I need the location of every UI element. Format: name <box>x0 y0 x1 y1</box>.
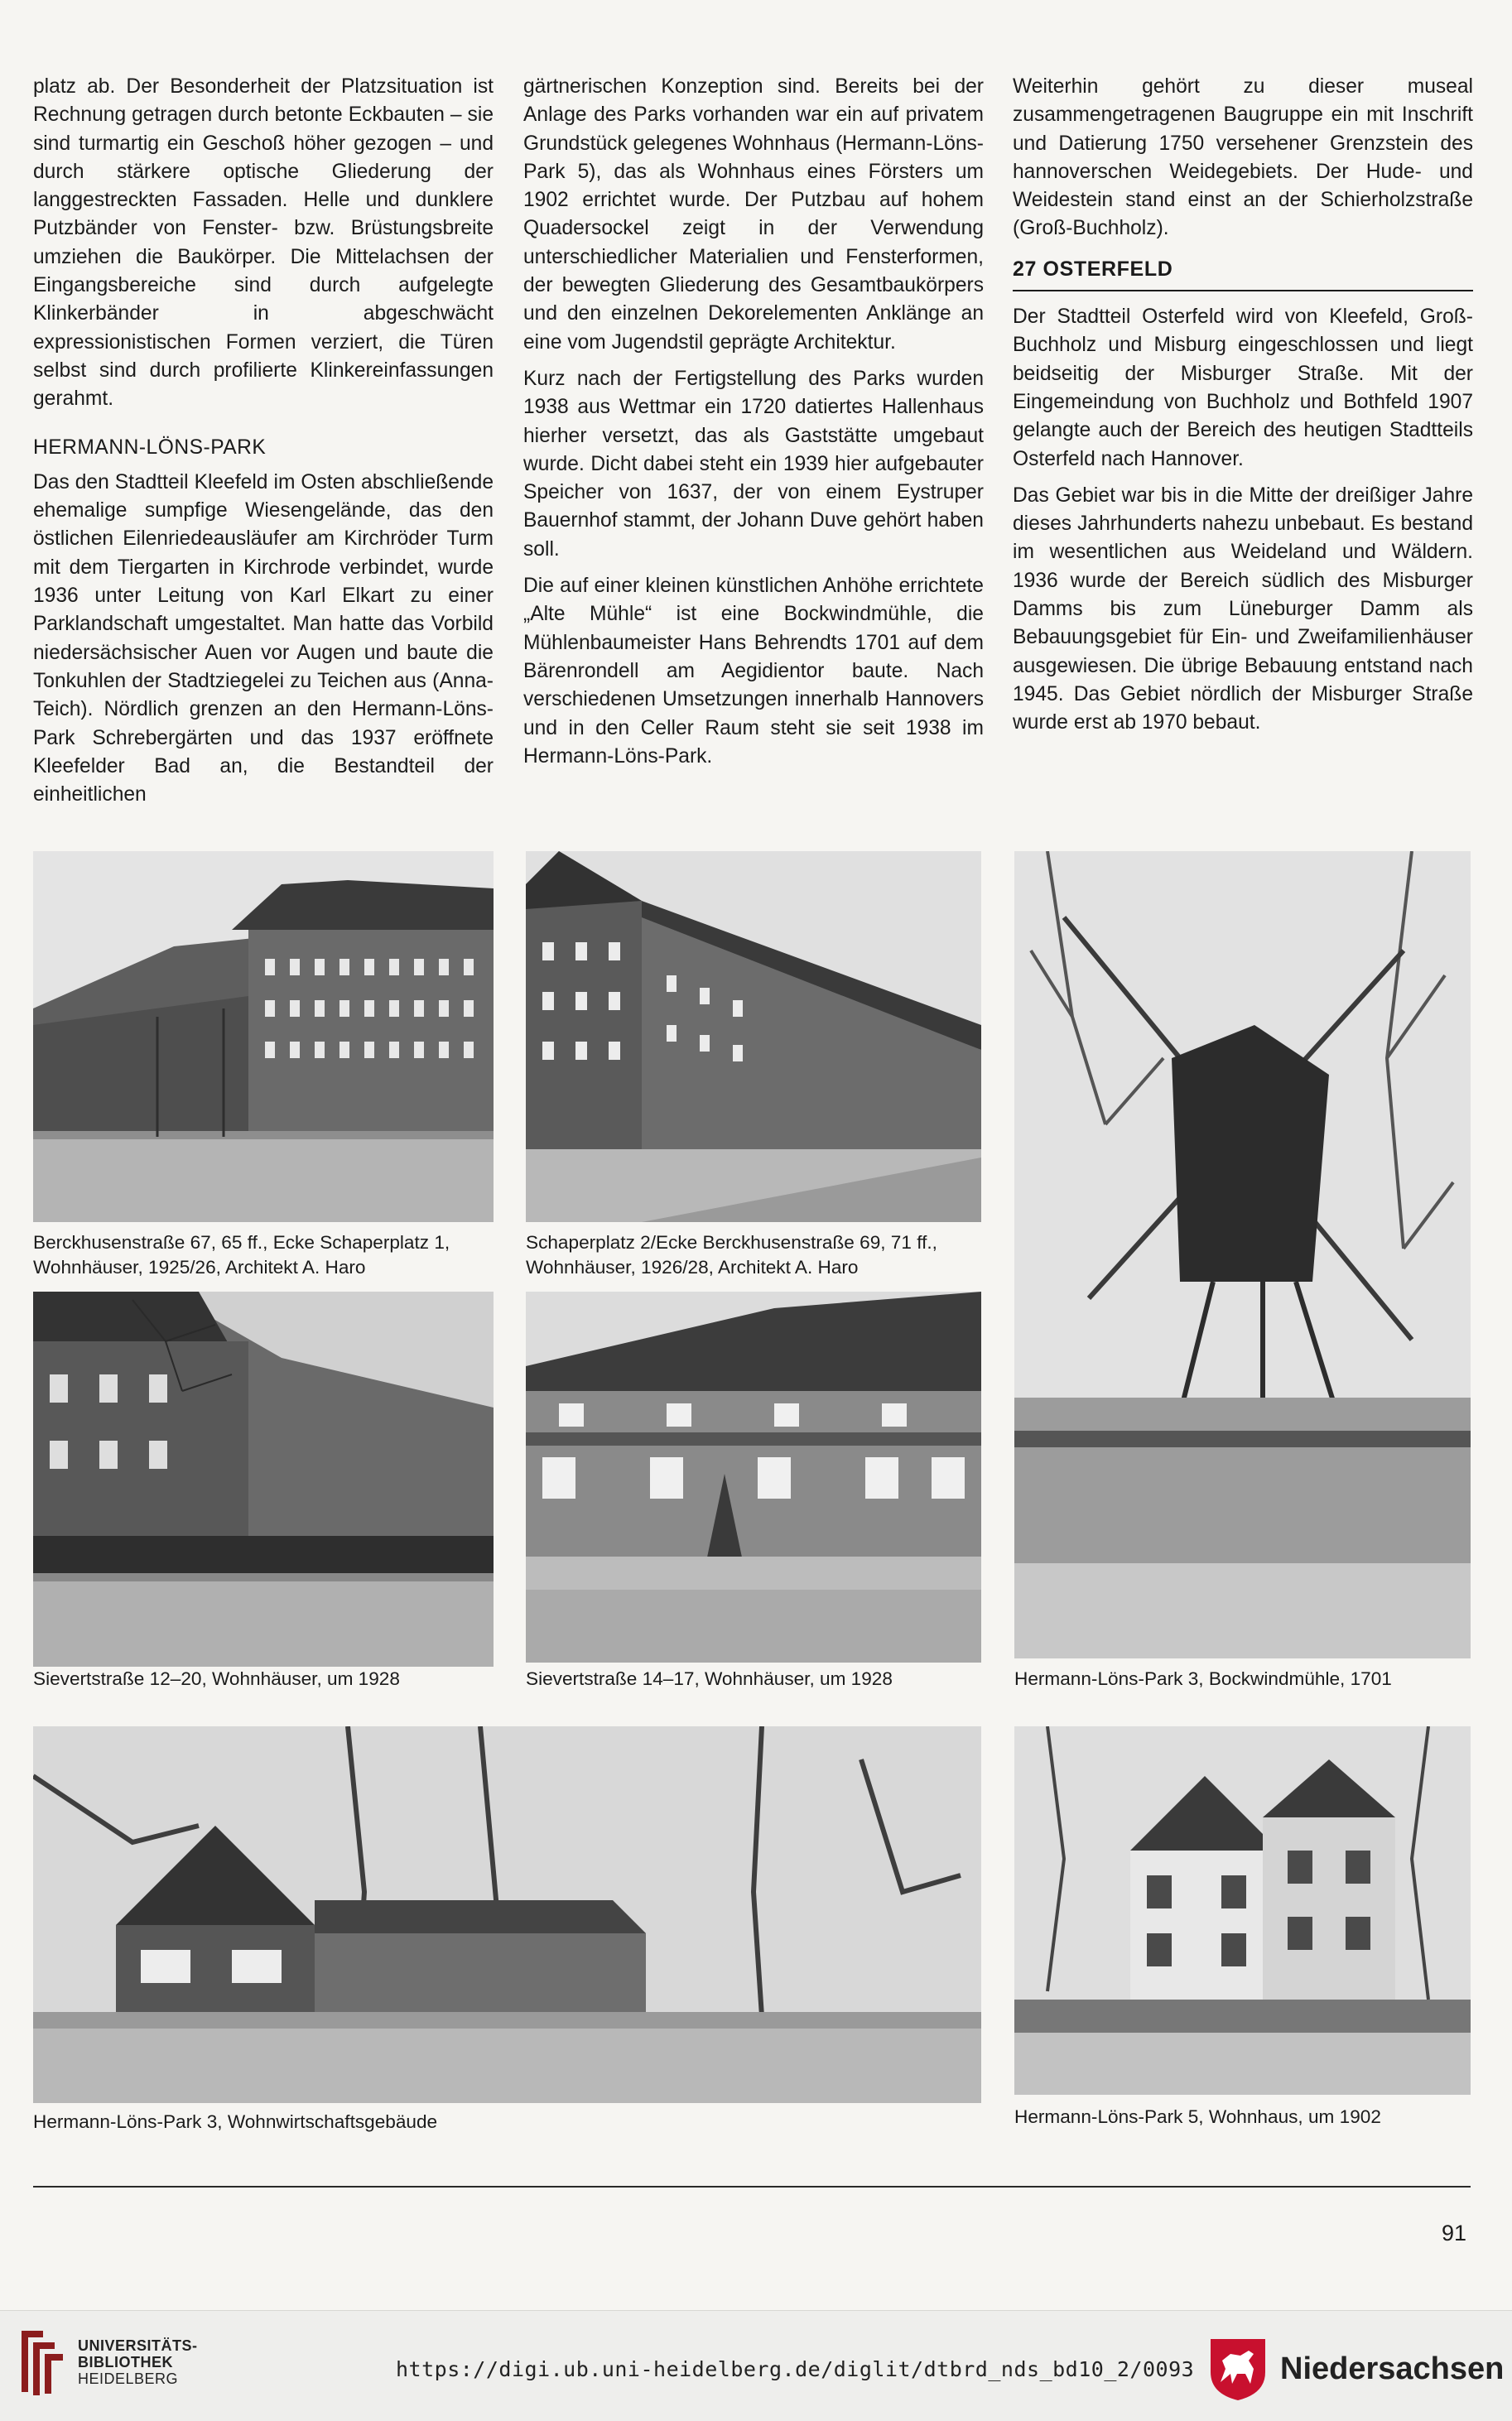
paragraph: Das Gebiet war bis in die Mitte der dreißiger Jahre dieses Jahrhunderts nahezu unbebaut. Es bestand im wesentlichen aus Weideland und Wäldern. 1936 wurde der Bereich südlich des Misburger Damms bis zum Lüneburger Damm als Bebauungsgebiet für Ein- und Zweifamilienhäuser ausgewiesen. Die übrige Bebauung entstand nach 1945. Das Gebiet nördlich der Misburger Straße wurde erst ab 1970 bebaut. <box>1013 484 1473 734</box>
niedersachsen-brand[interactable] <box>1207 2336 1504 2402</box>
photo-wohnhaus-1902 <box>1014 1726 1471 2095</box>
paragraph: Das den Stadtteil Kleefeld im Osten abschließende ehemalige sumpfige Wiesengelände, das den östlichen Eilenriedeausläufer am Kirchröder Turm mit dem Tiergarten in Kirchrode verbindet, wurde 1936 unter Leitung von Karl Elkart zu einer Parklandschaft umgestaltet. Man hatte das Vorbild niedersächsischer Auen vor Augen und baute die Tonkuhlen der Stadtziegelei zu Teichen aus (Anna-Teich). Nördlich grenzen an den Hermann-Löns-Park Schrebergärten und das 1937 eröffnete Kleefelder Bad an, die Bestandteil der einheitlichen <box>33 470 494 806</box>
section-heading-osterfeld: 27 OSTERFELD <box>1013 255 1473 291</box>
paragraph: Kurz nach der Fertigstellung des Parks wurden 1938 aus Wettmar ein 1720 datiertes Hallenhaus hierher versetzt, das als Gaststätte umgebaut wurde. Dicht dabei steht ein 1939 hier aufgebauter Speicher von 1637, der von einem Eystruper Bauernhof stammt, der Johann Duve gehört haben soll. <box>523 367 984 561</box>
library-name-line-3: HEIDELBERG <box>78 2370 179 2387</box>
text-column-1 <box>33 73 494 817</box>
photo-sievertstrasse-12-20 <box>33 1292 494 1667</box>
paragraph: Weiterhin gehört zu dieser museal zusammengetragenen Baugruppe ein mit Inschrift und Datierung 1750 versehener Grenzstein des hannoverschen Weidegebiets. Der Hude- und Weidestein stand einst an der Schierholzstraße (Groß-Buchholz). <box>1013 75 1473 240</box>
photo-berckhusenstrasse <box>33 851 494 1222</box>
paragraph: Die auf einer kleinen künstlichen Anhöhe errichtete „Alte Mühle“ ist eine Bockwindmühle, die Mühlenbaumeister Hans Behrendts 1701 auf dem Bärenrondell am Aegidientor baute. Nach verschiedenen Umsetzungen innerhalb Hannovers und in den Celler Raum steht sie seit 1938 im Hermann-Löns-Park. <box>523 575 984 768</box>
photo-sievertstrasse-14-17 <box>526 1292 981 1663</box>
niedersachsen-horse-icon <box>1207 2336 1269 2402</box>
paragraph: Der Stadtteil Osterfeld wird von Kleefeld, Groß-Buchholz und Misburg eingeschlossen und liegt beidseitig der Misburger Straße. Mit der Eingemeindung von Buchholz und Bothfeld 1907 gelangte auch der Bereich des heutigen Stadtteils Osterfeld nach Hannover. <box>1013 306 1473 470</box>
bottom-rule <box>33 2186 1471 2188</box>
caption-berckhusenstrasse: Berckhusenstraße 67, 65 ff., Ecke Schaperplatz 1, Wohnhäuser, 1925/26, Architekt A. Haro <box>33 1232 450 1278</box>
text-column-3 <box>1013 73 1473 746</box>
photo-schaperplatz <box>526 851 981 1222</box>
caption-wohnhaus-1902: Hermann-Löns-Park 5, Wohnhaus, um 1902 <box>1014 2106 1381 2127</box>
footer-bar <box>0 2310 1512 2421</box>
niedersachsen-label: Niedersachsen <box>1280 2351 1505 2386</box>
library-name-line-2: BIBLIOTHEK <box>78 2354 173 2370</box>
paragraph: gärtnerischen Konzeption sind. Bereits bei der Anlage des Parks vorhanden war ein auf privatem Grundstück gelegenes Wohnhaus (Hermann-Löns-Park 5), das als Wohnhaus eines Försters um 1902 errichtet wurde. Der Putzbau auf hohem Quadersockel zeigt in der Verwendung unterschiedlicher Materialien und Fensterformen, der bewegten Gliederung des Gesamtbaukörpers und den einzelnen Dekorelementen Anklänge an eine vom Jugendstil geprägte Architektur. <box>523 75 984 354</box>
library-name-line-1: UNIVERSITÄTS- <box>78 2337 198 2354</box>
paragraph: platz ab. Der Besonderheit der Platzsituation ist Rechnung getragen durch betonte Eckbauten – sie sind turmartig ein Geschoß höher gezogen – und durch stärkere optische Gliederung der langgestreckten Fassaden. Helle und dunklere Putzbänder von Fenster- bzw. Brüstungsbreite umziehen die Baukörper. Die Mittelachsen der Eingangsbereiche sind durch aufgelegte Klinkerbänder in abgeschwächt expressionistischen Formen verziert, die Türen selbst sind durch profilierte Klinkereinfassungen gerahmt. <box>33 75 494 411</box>
caption-wohnwirtschaftsgebaeude: Hermann-Löns-Park 3, Wohnwirtschaftsgebäude <box>33 2111 438 2132</box>
photo-bockwindmuehle <box>1014 851 1471 1658</box>
page-number: 91 <box>1441 2221 1466 2245</box>
caption-bockwindmuehle: Hermann-Löns-Park 3, Bockwindmühle, 1701 <box>1014 1668 1392 1689</box>
university-library-name <box>78 2337 198 2387</box>
document-url[interactable]: https://digi.ub.uni-heidelberg.de/diglit/dtbrd_nds_bd10_2/0093 <box>396 2357 1195 2381</box>
photo-wohnwirtschaftsgebaeude <box>33 1726 981 2103</box>
caption-sievertstrasse-12-20: Sievertstraße 12–20, Wohnhäuser, um 1928 <box>33 1668 400 1689</box>
text-column-2 <box>523 73 984 779</box>
university-library-brand[interactable] <box>18 2326 198 2399</box>
caption-schaperplatz: Schaperplatz 2/Ecke Berckhusenstraße 69, 71 ff., Wohnhäuser, 1926/28, Architekt A. Haro <box>526 1232 937 1278</box>
university-library-logo <box>18 2326 66 2399</box>
section-heading-hermann-loens-park: HERMANN-LÖNS-PARK <box>33 436 267 459</box>
caption-sievertstrasse-14-17: Sievertstraße 14–17, Wohnhäuser, um 1928 <box>526 1668 893 1689</box>
